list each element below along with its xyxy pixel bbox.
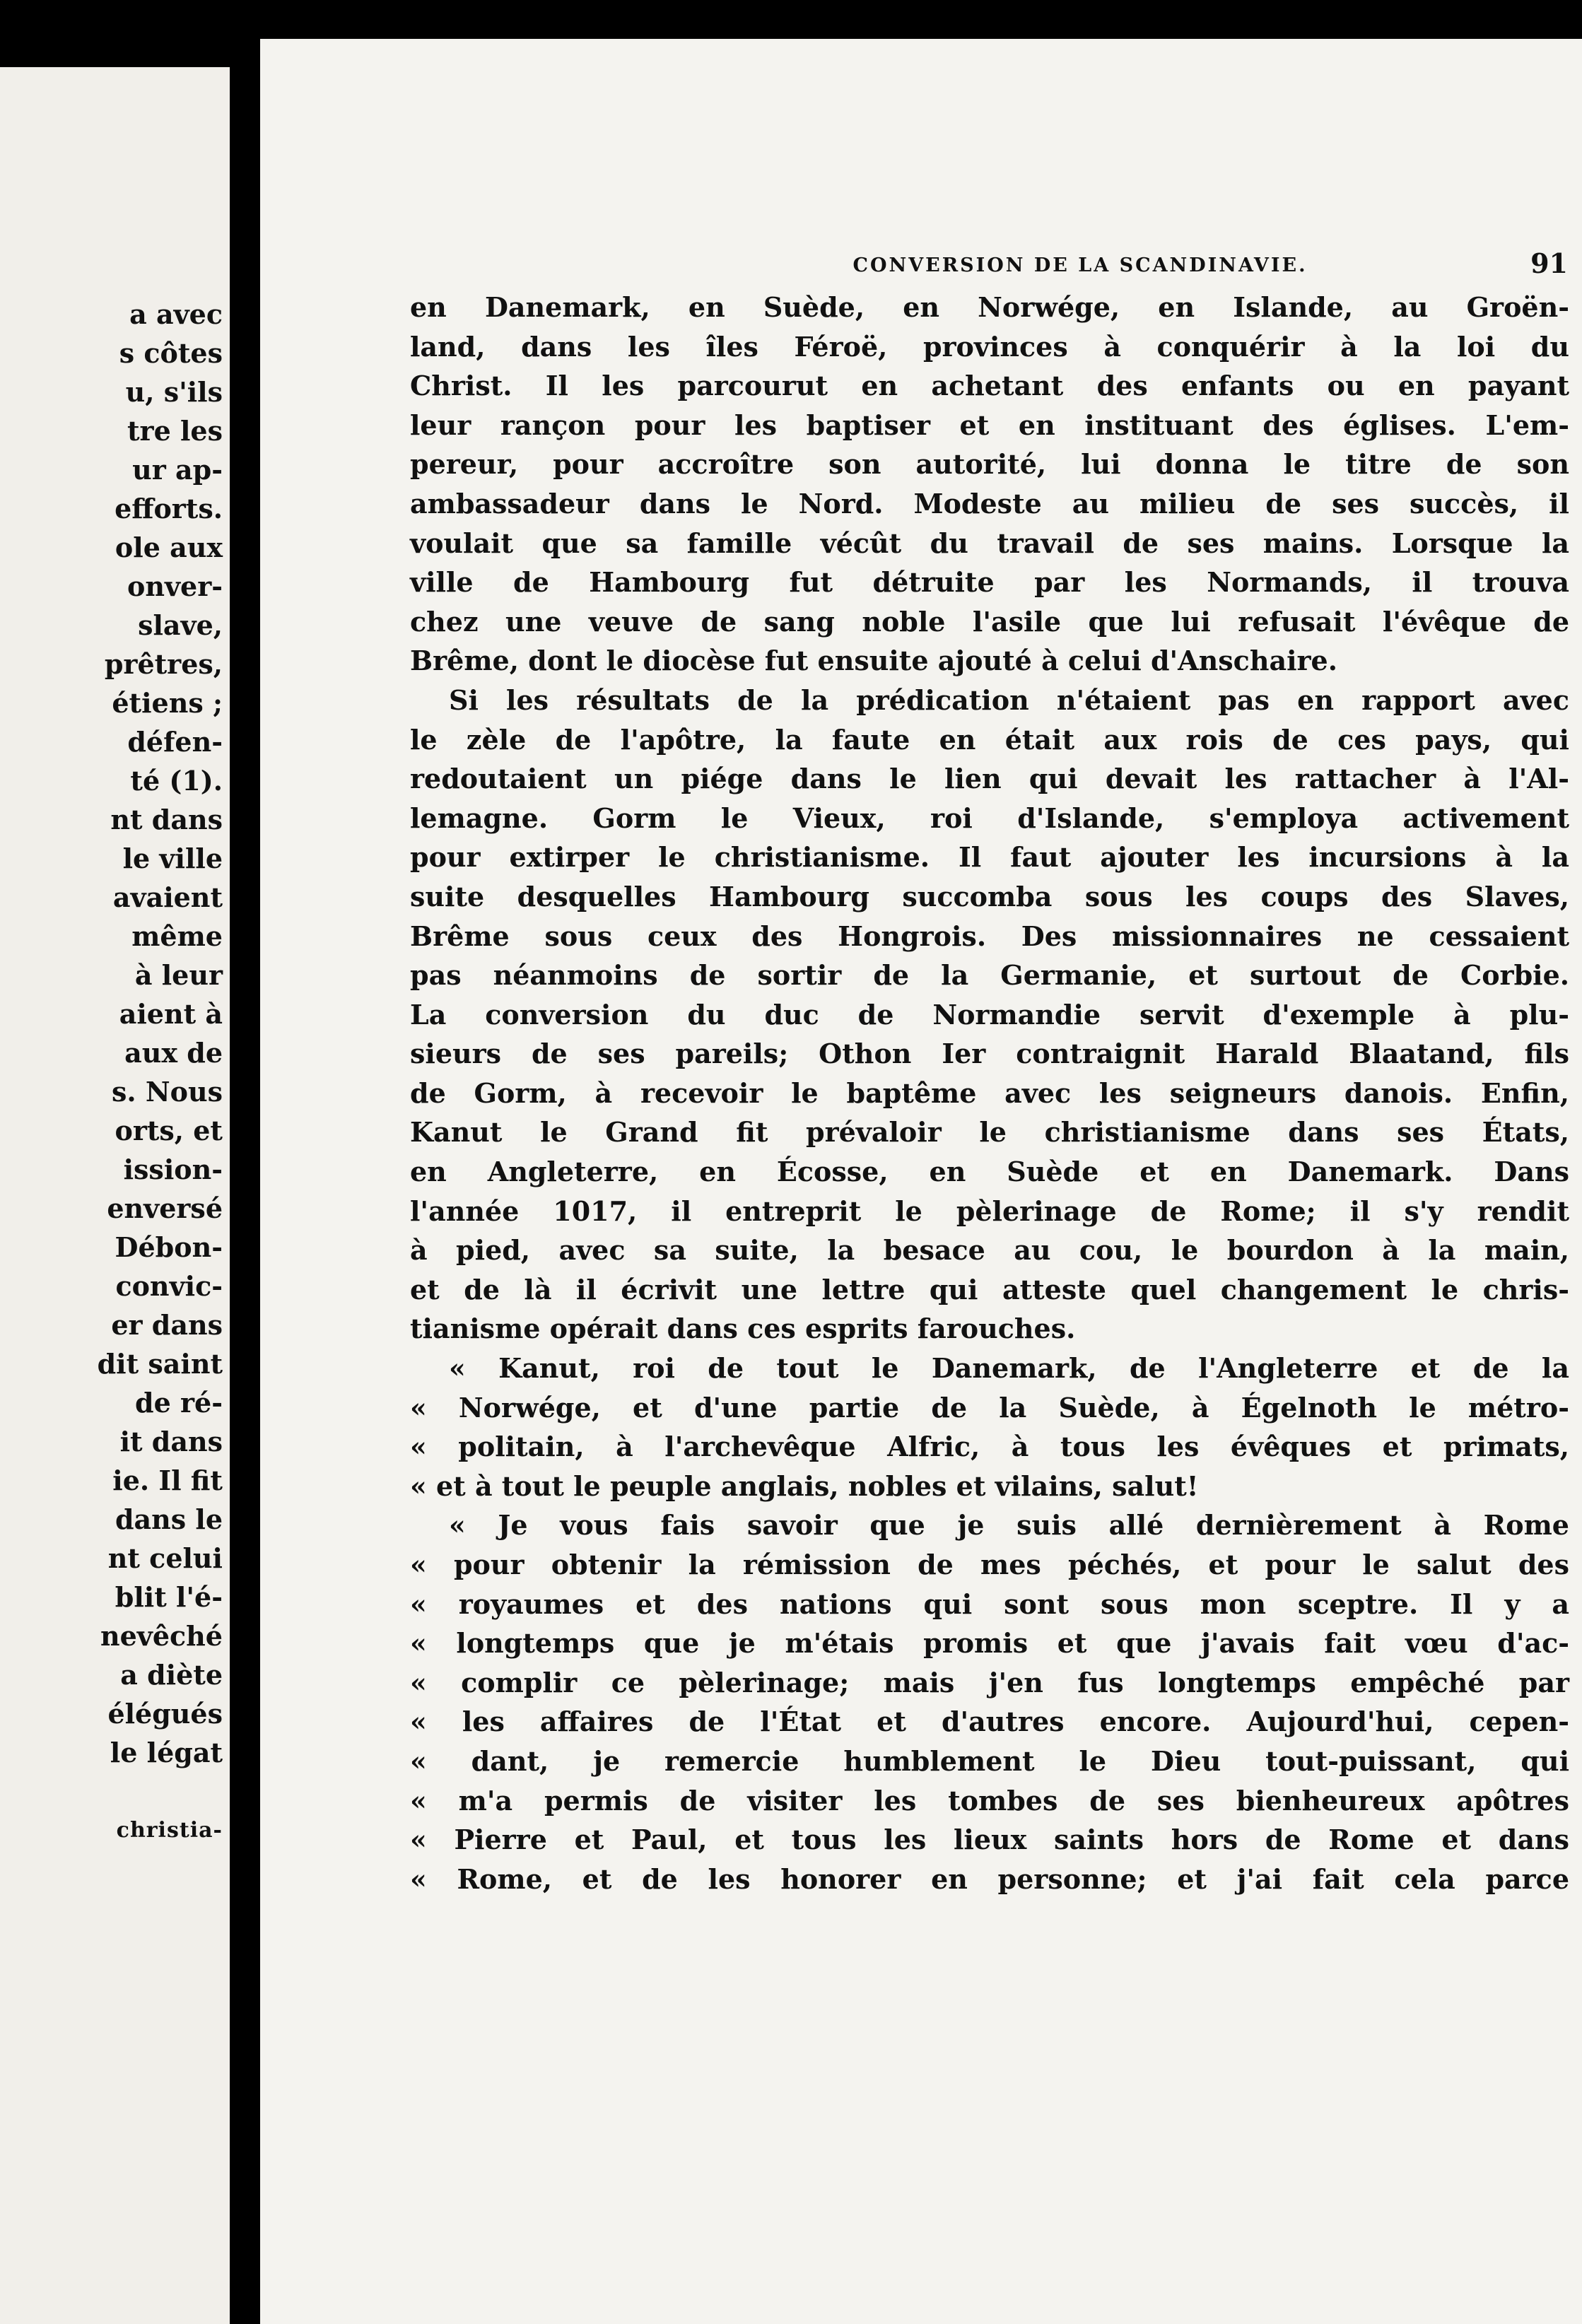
text-line: redoutaient un piége dans le lien qui devait les rattacher à l'Al- (410, 763, 1569, 795)
left-page-line: s côtes (119, 337, 223, 369)
text-line: en Angleterre, en Écosse, en Suède et en Danemark. Dans (410, 1156, 1569, 1188)
text-line: « complir ce pèlerinage; mais j'en fus longtemps empêché par (410, 1666, 1569, 1698)
text-line: « longtemps que je m'étais promis et que j'avais fait vœu d'ac- (410, 1627, 1569, 1660)
left-page-line: té (1). (130, 765, 223, 797)
text-line: La conversion du duc de Normandie servit d'exemple à plu- (410, 998, 1569, 1031)
left-page-line: avaient (112, 881, 223, 913)
text-line: Brême, dont le diocèse fut ensuite ajouté à celui d'Anschaire. (410, 645, 1337, 677)
text-line: « pour obtenir la rémission de mes péchés, et pour le salut des (410, 1549, 1569, 1580)
left-page-line: même (131, 920, 223, 952)
left-page-line: efforts. (115, 493, 223, 524)
left-page-line: le légat (110, 1737, 223, 1768)
left-page-line: dit saint (97, 1348, 223, 1380)
left-page-line: ission- (123, 1154, 223, 1185)
left-page-line: s. Nous (112, 1076, 223, 1108)
text-line: lemagne. Gorm le Vieux, roi d'Islande, s'employa activement (410, 802, 1569, 834)
left-page-line: er dans (111, 1309, 223, 1341)
text-line: ville de Hambourg fut détruite par les Normands, il trouva (410, 566, 1569, 599)
text-line: « les affaires de l'État et d'autres encore. Aujourd'hui, cepen- (410, 1706, 1569, 1738)
text-line: suite desquelles Hambourg succomba sous les coups des Slaves, (410, 880, 1569, 912)
text-line: et de là il écrivit une lettre qui atteste quel changement le chris- (410, 1273, 1569, 1305)
left-page-line: élégués (107, 1698, 223, 1730)
text-line: le zèle de l'apôtre, la faute en était aux rois de ces pays, qui (410, 723, 1569, 756)
text-line: tianisme opérait dans ces esprits farouches. (410, 1313, 1076, 1345)
left-page-line: ole aux (115, 532, 223, 563)
book-gutter (230, 42, 262, 2324)
left-page-line: tre les (127, 415, 223, 447)
left-page-line: convic- (115, 1270, 223, 1302)
text-line: « Pierre et Paul, et tous les lieux saints hors de Rome et dans (410, 1824, 1569, 1856)
left-page-line: it dans (119, 1426, 223, 1457)
left-page-line: orts, et (115, 1115, 223, 1146)
text-line: Christ. Il les parcourut en achetant des enfants ou en payant (410, 370, 1569, 402)
left-page-text (0, 295, 223, 1850)
text-line: land, dans les îles Féroë, provinces à conquérir à la loi du (410, 330, 1569, 363)
text-line: en Danemark, en Suède, en Norwége, en Islande, au Groën- (410, 291, 1569, 323)
text-line: « Rome, et de les honorer en personne; et j'ai fait cela parce (410, 1862, 1569, 1895)
left-page-line: étiens ; (112, 687, 223, 719)
text-line: pour extirper le christianisme. Il faut ajouter les incursions à la (410, 841, 1569, 874)
text-line: à pied, avec sa suite, la besace au cou, le bourdon à la main, (410, 1234, 1569, 1267)
text-line: pas néanmoins de sortir de la Germanie, et surtout de Corbie. (410, 959, 1569, 992)
body-text (410, 288, 1569, 1898)
left-page-line: nevêché (100, 1620, 223, 1652)
left-page-line: a avec (129, 298, 223, 330)
left-page-line: le ville (122, 843, 223, 874)
page-number: 91 (1530, 247, 1568, 279)
text-line: l'année 1017, il entreprit le pèlerinage de Rome; il s'y rendit (410, 1195, 1569, 1227)
running-head (592, 247, 1568, 283)
left-page-line: blit l'é- (115, 1581, 223, 1613)
text-line: de Gorm, à recevoir le baptême avec les seigneurs danois. Enfin, (410, 1076, 1569, 1109)
text-line: « Kanut, roi de tout le Danemark, de l'Angleterre et de la (449, 1352, 1569, 1385)
left-page-line: de ré- (135, 1387, 223, 1419)
text-line: « m'a permis de visiter les tombes de ses bienheureux apôtres (410, 1784, 1569, 1817)
main-page (260, 39, 1582, 2324)
left-page-line: onver- (127, 570, 223, 602)
text-line: « et à tout le peuple anglais, nobles et vilains, salut! (410, 1469, 1199, 1502)
left-page-line: aux de (124, 1037, 223, 1069)
left-page-line: ur ap- (132, 454, 223, 486)
left-page-line: prêtres, (104, 648, 223, 680)
left-page-line: christia- (116, 1818, 223, 1843)
left-page-line: aient à (119, 998, 223, 1030)
left-page-line: a diète (120, 1659, 223, 1691)
text-line: « royaumes et des nations qui sont sous mon sceptre. Il y a (410, 1588, 1569, 1620)
left-page-line: dans le (115, 1503, 223, 1535)
left-page-line: slave, (138, 609, 223, 641)
left-page-line: enversé (107, 1192, 223, 1224)
left-page-line (0, 1772, 223, 1811)
text-line: « Norwége, et d'une partie de la Suède, à Égelnoth le métro- (410, 1391, 1569, 1424)
text-line: sieurs de ses pareils; Othon Ier contraignit Harald Blaatand, fils (410, 1038, 1569, 1070)
text-line: chez une veuve de sang noble l'asile que lui refusait l'évêque de (410, 605, 1569, 638)
left-page-line: ie. Il fit (112, 1465, 223, 1496)
text-line: voulait que sa famille vécût du travail de ses mains. Lorsque la (410, 527, 1569, 559)
text-line: Si les résultats de la prédication n'étaient pas en rapport avec (449, 683, 1569, 716)
left-page-line: à leur (134, 959, 223, 991)
left-page-line: Débon- (115, 1231, 223, 1263)
left-page-line: u, s'ils (125, 376, 223, 408)
text-line: « dant, je remercie humblement le Dieu tout-puissant, qui (410, 1744, 1569, 1777)
left-facing-page (0, 67, 230, 2324)
text-line: leur rançon pour les baptiser et en instituant des églises. L'em- (410, 409, 1569, 441)
text-line: « Je vous fais savoir que je suis allé dernièrement à Rome (449, 1509, 1569, 1542)
text-line: pereur, pour accroître son autorité, lui donna le titre de son (410, 448, 1569, 481)
left-page-line: défen- (127, 726, 223, 758)
left-page-line: nt dans (110, 804, 223, 835)
text-line: ambassadeur dans le Nord. Modeste au milieu de ses succès, il (410, 487, 1569, 520)
text-line: Brême sous ceux des Hongrois. Des missionnaires ne cessaient (410, 920, 1569, 952)
text-line: « politain, à l'archevêque Alfric, à tous les évêques et primats, (410, 1431, 1569, 1463)
running-title: CONVERSION DE LA SCANDINAVIE. (852, 254, 1308, 276)
left-page-line: nt celui (107, 1542, 223, 1574)
text-line: Kanut le Grand fit prévaloir le christianisme dans ses États, (410, 1116, 1569, 1149)
